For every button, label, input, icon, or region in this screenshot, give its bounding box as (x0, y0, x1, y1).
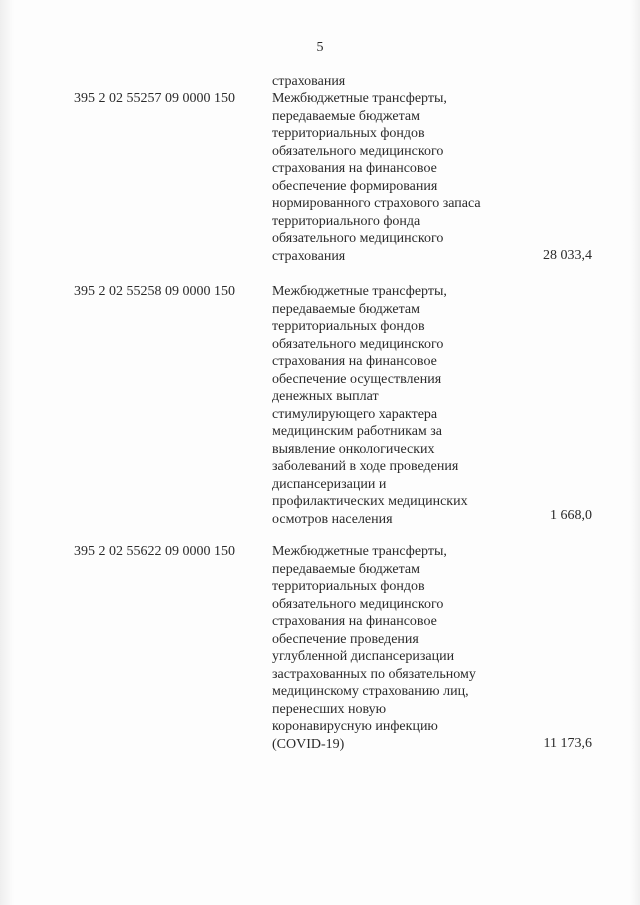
row-amount: 28 033,4 (543, 248, 592, 263)
description-line: заболеваний в ходе проведения (272, 459, 459, 474)
description-line: медицинским работникам за (272, 424, 443, 439)
description-line: диспансеризации и (272, 476, 387, 492)
description-line: страхования на финансовое (272, 354, 437, 369)
budget-code: 395 2 02 55622 09 0000 150 (74, 544, 235, 559)
description-line: застрахованных по обязательному (272, 666, 476, 682)
description-line: территориального фонда (272, 213, 421, 229)
description-line: страхования (272, 248, 346, 264)
budget-code: 395 2 02 55257 09 0000 150 (74, 91, 235, 106)
description-line: перенесших новую (272, 701, 387, 717)
continuation-text (272, 73, 542, 91)
description-line: передаваемые бюджетам (272, 561, 420, 577)
description-line: коронавирусную инфекцию (272, 719, 438, 734)
row-description (272, 543, 542, 753)
row-amount: 1 668,0 (550, 508, 592, 523)
description-line: Межбюджетные трансферты, (272, 91, 447, 106)
description-line: Межбюджетные трансферты, (272, 284, 447, 299)
description-line: медицинскому страхованию лиц, (272, 684, 469, 699)
description-line: обязательного медицинского (272, 143, 444, 159)
row-description (272, 90, 542, 265)
description-line: Межбюджетные трансферты, (272, 544, 447, 559)
description-line: обязательного медицинского (272, 596, 444, 612)
description-line: нормированного страхового запаса (272, 196, 481, 211)
row-amount: 11 173,6 (543, 736, 592, 751)
row-description (272, 283, 542, 528)
description-line: обеспечение формирования (272, 178, 438, 194)
scan-edge-right (630, 0, 640, 905)
page-number: 5 (316, 40, 324, 55)
description-line: обязательного медицинского (272, 231, 444, 246)
description-line: территориальных фондов (272, 579, 425, 594)
description-line: территориальных фондов (272, 126, 425, 141)
description-line: передаваемые бюджетам (272, 301, 420, 317)
description-line: страхования на финансовое (272, 161, 437, 176)
budget-code: 395 2 02 55258 09 0000 150 (74, 284, 235, 299)
continuation-line: страхования (272, 74, 346, 89)
description-line: выявление онкологических (272, 441, 435, 457)
description-line: обеспечение проведения (272, 631, 419, 647)
description-line: обязательного медицинского (272, 336, 444, 352)
description-line: обеспечение осуществления (272, 371, 442, 387)
description-line: передаваемые бюджетам (272, 108, 420, 124)
description-line: стимулирующего характера (272, 406, 438, 422)
description-line: территориальных фондов (272, 319, 425, 334)
description-line: страхования на финансовое (272, 614, 437, 629)
description-line: (COVID-19) (272, 736, 345, 752)
description-line: денежных выплат (272, 389, 379, 404)
scan-edge-left (0, 0, 14, 905)
description-line: профилактических медицинских (272, 494, 468, 509)
description-line: осмотров населения (272, 511, 393, 527)
description-line: углубленной диспансеризации (272, 649, 455, 664)
